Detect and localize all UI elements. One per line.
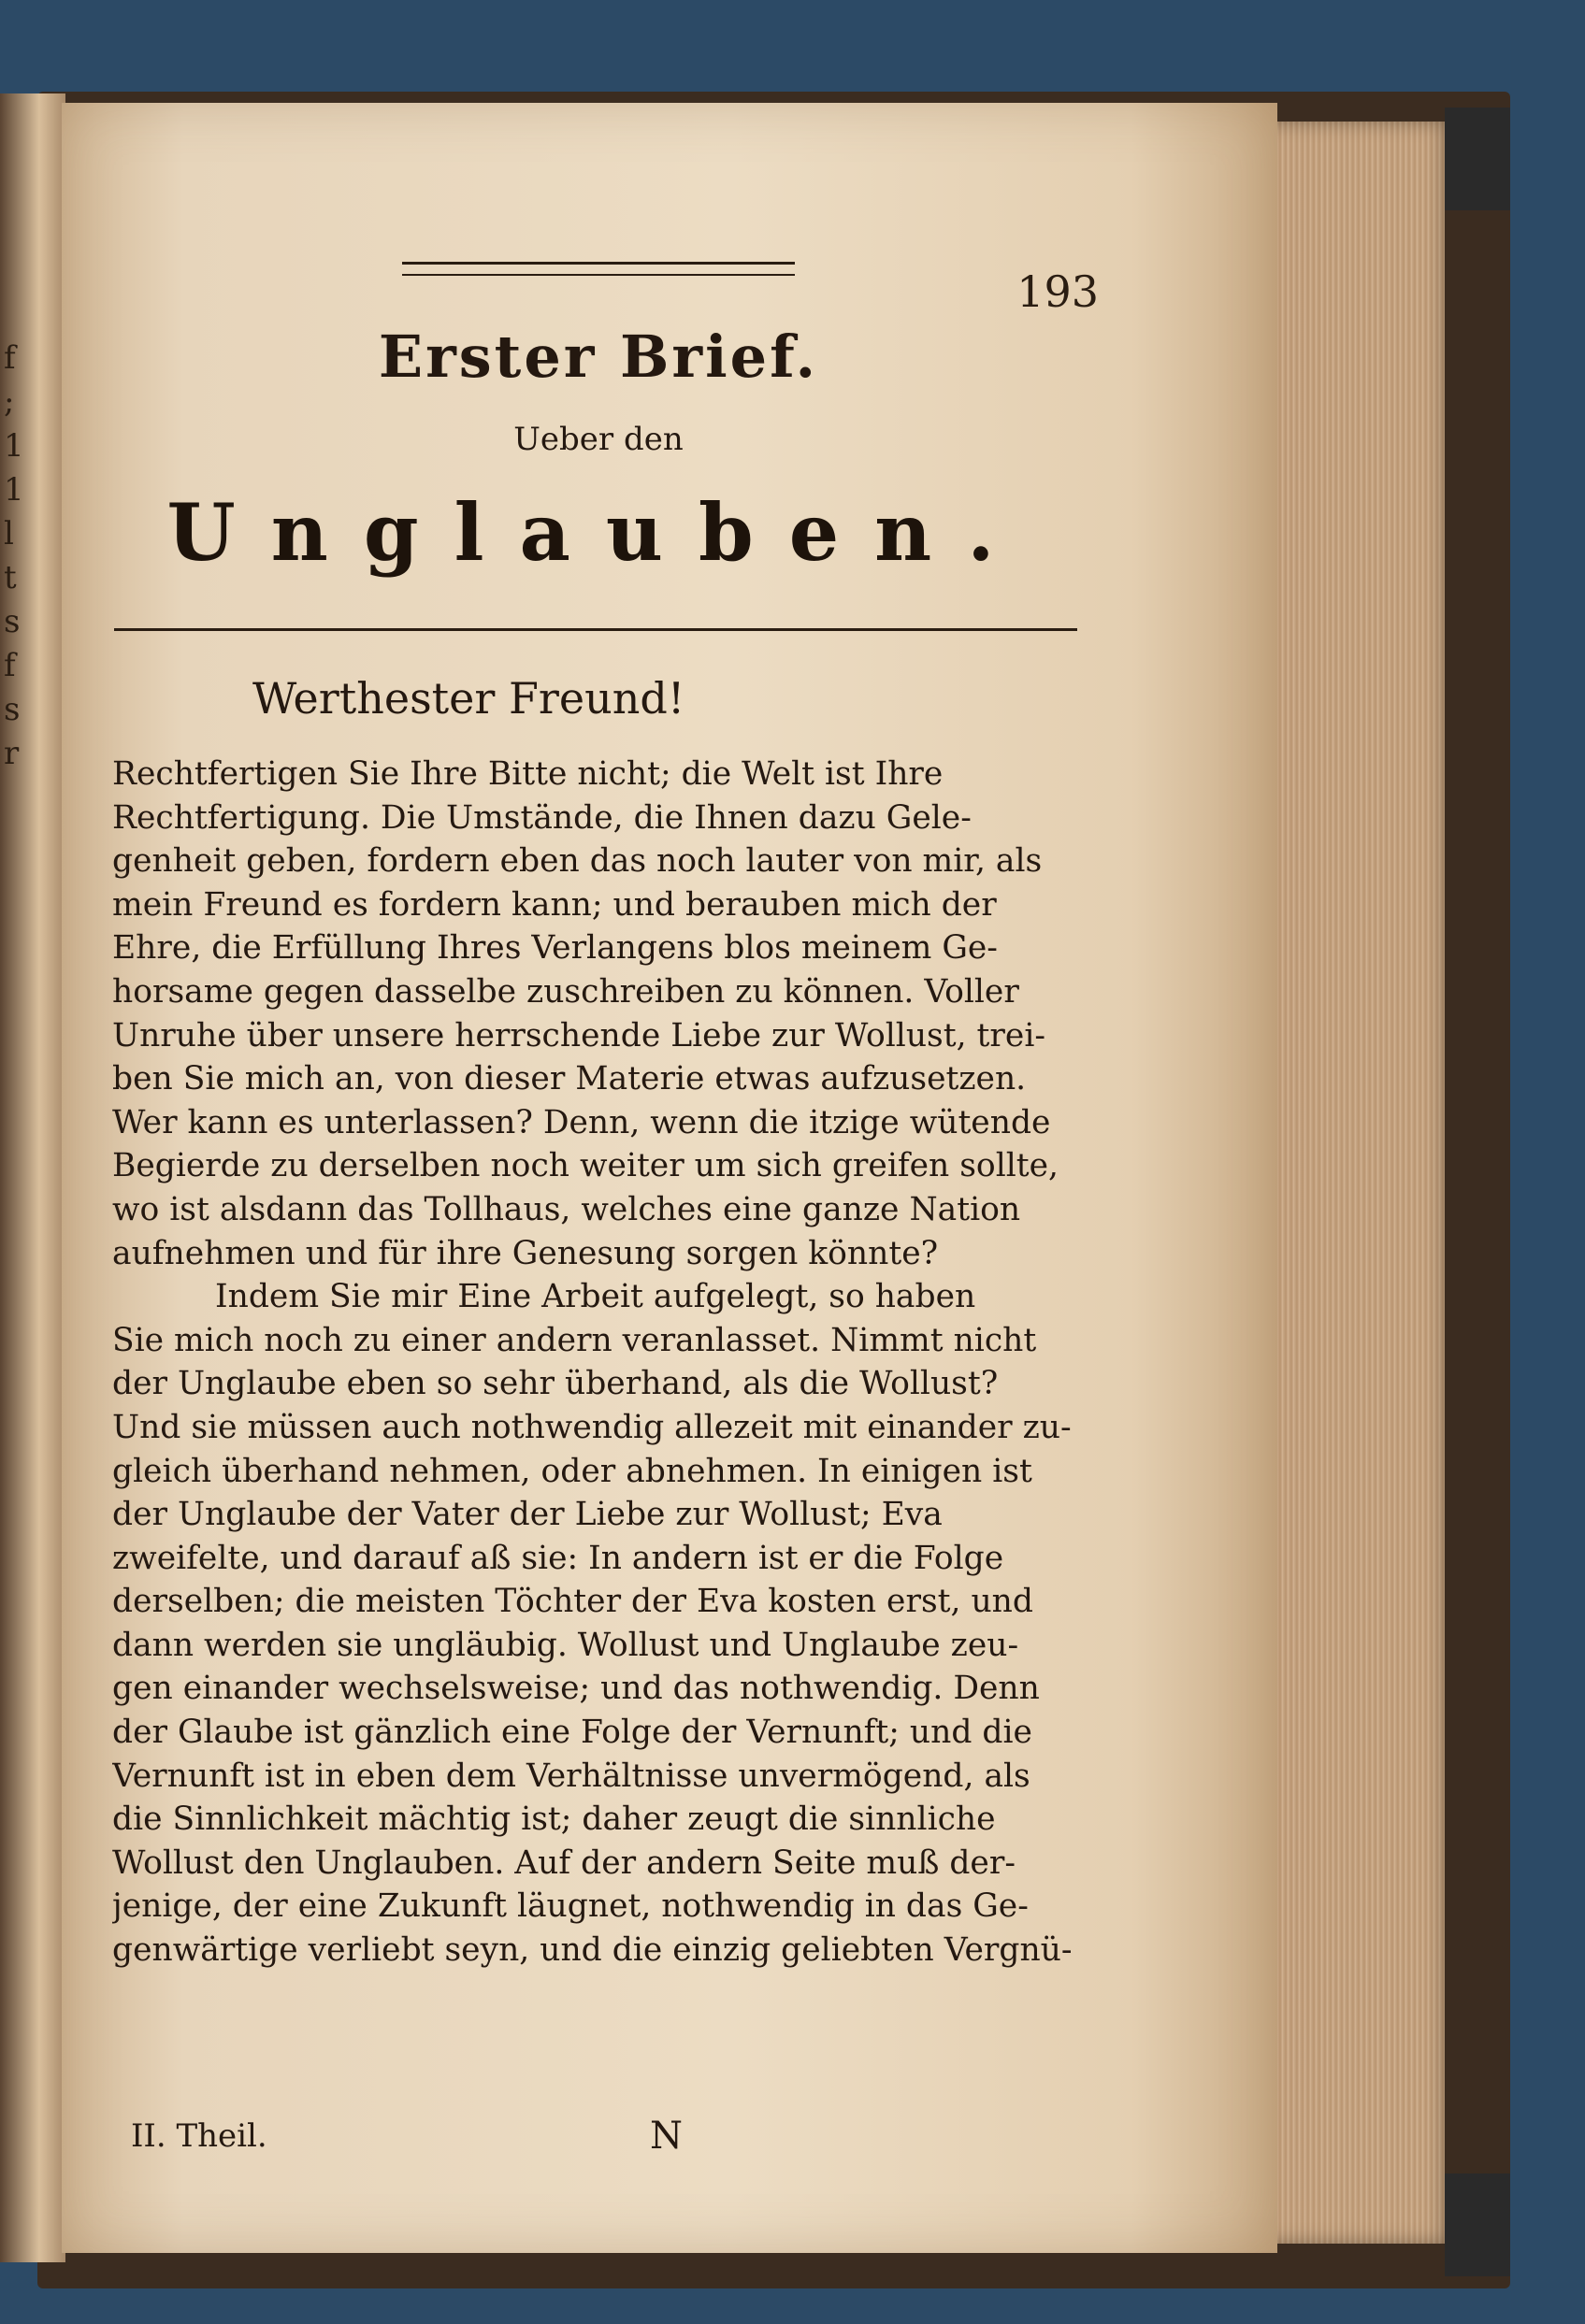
cover-corner-bottom bbox=[1445, 2173, 1510, 2276]
signature-part: II. Theil. bbox=[131, 2117, 267, 2155]
text-line: der Unglaube eben so sehr überhand, als die Wollust? bbox=[112, 1365, 999, 1403]
text-line: wo ist alsdann das Tollhaus, welches eine ganze Nation bbox=[112, 1190, 1021, 1228]
margin-glyph: t bbox=[4, 559, 17, 596]
header-rule bbox=[114, 628, 1077, 631]
margin-glyph: l bbox=[4, 515, 14, 552]
text-line: aufnehmen und für ihre Genesung sorgen könnte? bbox=[112, 1234, 939, 1272]
text-line: Rechtfertigung. Die Umstände, die Ihnen dazu Gele- bbox=[112, 798, 972, 837]
text-line: mein Freund es fordern kann; und berauben mich der bbox=[112, 885, 997, 924]
margin-glyph: ; bbox=[4, 383, 15, 421]
signature-mark: N bbox=[650, 2115, 683, 2158]
margin-glyph: s bbox=[4, 603, 21, 640]
header-double-rule bbox=[402, 262, 795, 276]
text-line: gleich überhand nehmen, oder abnehmen. In einigen ist bbox=[112, 1452, 1032, 1490]
text-line: ben Sie mich an, von dieser Materie etwas aufzusetzen. bbox=[112, 1060, 1027, 1098]
text-line: Wollust den Unglauben. Auf der andern Seite muß der- bbox=[112, 1843, 1016, 1882]
text-line: die Sinnlichkeit mächtig ist; daher zeugt die sinnliche bbox=[112, 1800, 996, 1839]
text-line: Unruhe über unsere herrschende Liebe zur Wollust, trei- bbox=[112, 1016, 1046, 1054]
margin-glyph: f bbox=[4, 647, 16, 684]
text-line: genheit geben, fordern eben das noch lauter von mir, als bbox=[112, 842, 1043, 881]
text-line: Vernunft ist in eben dem Verhältnisse unvermögend, als bbox=[112, 1757, 1030, 1795]
margin-glyph: 1 bbox=[4, 427, 24, 465]
text-line: Rechtfertigen Sie Ihre Bitte nicht; die Welt ist Ihre bbox=[112, 755, 944, 793]
text-line: horsame gegen dasselbe zuschreiben zu können. Voller bbox=[112, 972, 1019, 1011]
body-text bbox=[112, 753, 1085, 1973]
margin-glyph: f bbox=[4, 339, 16, 377]
letter-topic: Unglauben. bbox=[166, 486, 1030, 579]
text-line: der Unglaube der Vater der Liebe zur Wollust; Eva bbox=[112, 1496, 943, 1534]
text-line: gen einander wechselsweise; und das nothwendig. Denn bbox=[112, 1670, 1040, 1708]
text-line: derselben; die meisten Töchter der Eva kosten erst, und bbox=[112, 1583, 1033, 1621]
text-line: der Glaube ist gänzlich eine Folge der Vernunft; und die bbox=[112, 1714, 1032, 1752]
salutation: Werthester Freund! bbox=[252, 673, 685, 724]
text-line: Begierde zu derselben noch weiter um sich greifen sollte, bbox=[112, 1147, 1059, 1185]
cover-corner-top bbox=[1445, 108, 1510, 210]
margin-glyph: r bbox=[4, 735, 20, 772]
margin-glyph: s bbox=[4, 691, 21, 728]
letter-subtitle: Ueber den bbox=[513, 421, 684, 458]
text-line: Ehre, die Erfüllung Ihres Verlangens blos meinem Ge- bbox=[112, 929, 998, 968]
text-line: Wer kann es unterlassen? Denn, wenn die itzige wütende bbox=[112, 1103, 1051, 1141]
letter-title: Erster Brief. bbox=[378, 323, 819, 391]
text-line: genwärtige verliebt seyn, und die einzig geliebten Vergnü- bbox=[112, 1931, 1073, 1970]
text-line: Indem Sie mir Eine Arbeit aufgelegt, so haben bbox=[215, 1278, 976, 1316]
text-line: zweifelte, und darauf aß sie: In andern ist er die Folge bbox=[112, 1539, 1004, 1577]
margin-glyph: 1 bbox=[4, 471, 24, 509]
page-number: 193 bbox=[1016, 266, 1099, 317]
text-line: Und sie müssen auch nothwendig allezeit mit einander zu- bbox=[112, 1408, 1072, 1446]
text-line: jenige, der eine Zukunft läugnet, nothwendig in das Ge- bbox=[112, 1887, 1029, 1926]
text-line: dann werden sie ungläubig. Wollust und Unglaube zeu- bbox=[112, 1626, 1019, 1664]
text-line: Sie mich noch zu einer andern veranlasset. Nimmt nicht bbox=[112, 1321, 1037, 1359]
left-margin-glyphs bbox=[4, 337, 22, 776]
